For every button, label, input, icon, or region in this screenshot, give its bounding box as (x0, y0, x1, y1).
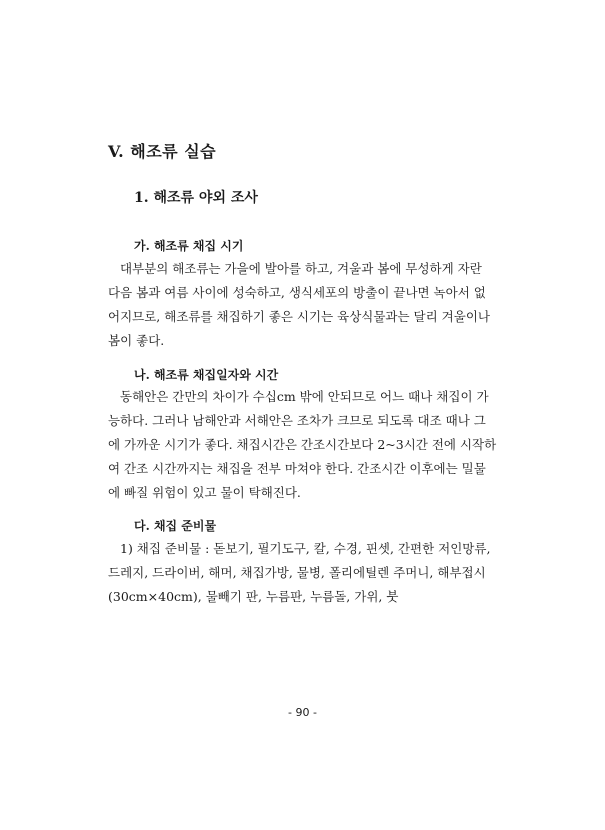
paragraph-line: 대부분의 해조류는 가을에 발아를 하고, 겨울과 봄에 무성하게 자란 (120, 261, 482, 276)
paragraph-line: 여 간조 시간까지는 채집을 전부 마쳐야 한다. 간조시간 이후에는 밀물 (108, 461, 486, 476)
subsection-heading-collection-season: 가. 해조류 채집 시기 (134, 239, 244, 253)
paragraph-line: 봄이 좋다. (108, 333, 165, 348)
paragraph-line: 에 빠질 위험이 있고 물이 탁해진다. (108, 485, 301, 500)
subsection-heading-collection-date-time: 나. 해조류 채집일자와 시간 (134, 368, 279, 382)
paragraph-line: 어지므로, 해조류를 채집하기 좋은 시기는 육상식물과는 달리 겨울이나 (108, 309, 490, 324)
paragraph-line: 드레지, 드라이버, 해머, 채집가방, 물병, 폴리에틸렌 주머니, 해부접시 (108, 565, 486, 580)
paragraph-line: 에 가까운 시기가 좋다. 채집시간은 간조시간보다 2~3시간 전에 시작하 (108, 437, 497, 452)
paragraph-collection-supplies (108, 537, 500, 609)
paragraph-line: (30cm×40cm), 물빼기 판, 누름판, 누름돌, 가위, 붓 (108, 589, 399, 604)
subsection-heading-collection-supplies: 다. 채집 준비물 (134, 519, 217, 533)
section-title: 1. 해조류 야외 조사 (134, 190, 258, 206)
paragraph-line: 능하다. 그러나 남해안과 서해안은 조차가 크므로 되도록 대조 때나 그 (108, 413, 486, 428)
paragraph-collection-season (108, 257, 500, 353)
paragraph-line: 동해안은 간만의 차이가 수십cm 밖에 안되므로 어느 때나 채집이 가 (120, 389, 489, 404)
paragraph-collection-date-time (108, 385, 500, 505)
paragraph-line: 1) 채집 준비물 : 돋보기, 필기도구, 칼, 수경, 핀셋, 간편한 저인망류, (120, 541, 491, 556)
page-number: - 90 - (288, 706, 317, 719)
paragraph-line: 다음 봄과 여름 사이에 성숙하고, 생식세포의 방출이 끝나면 녹아서 없 (108, 285, 486, 300)
chapter-title: V. 해조류 실습 (108, 142, 217, 161)
